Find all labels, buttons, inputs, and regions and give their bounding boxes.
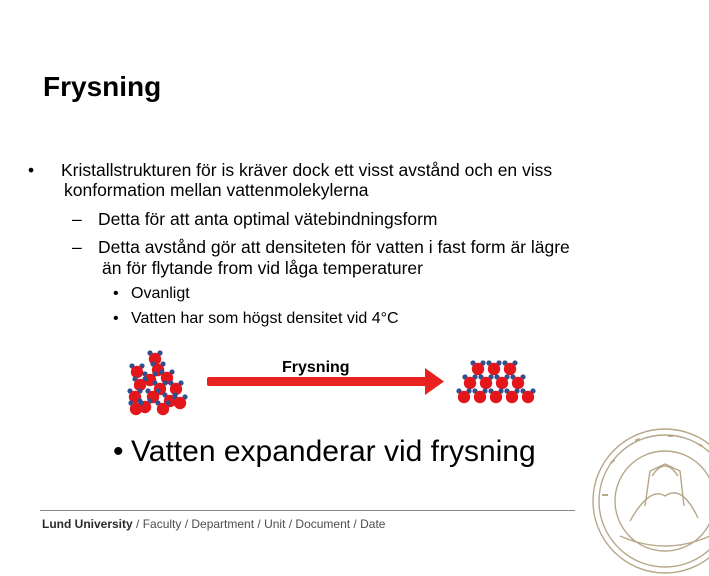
oxygen-atom	[480, 377, 492, 389]
water-molecule	[172, 394, 187, 409]
bullet-text-line1: Kristallstrukturen för is kräver dock ett visst avstånd och en viss	[61, 160, 553, 180]
water-molecule	[155, 400, 170, 415]
oxygen-atom	[488, 363, 500, 375]
freezing-illustration	[0, 345, 709, 425]
oxygen-atom	[464, 377, 476, 389]
university-seal-logo	[590, 426, 709, 576]
subbullet-text: Detta för att anta optimal vätebindningsform	[98, 209, 438, 229]
dash-mark: –	[72, 237, 82, 257]
oxygen-atom	[490, 391, 502, 403]
arrow-label: Frysning	[282, 359, 350, 376]
bullet-mark: •	[113, 285, 119, 302]
arrow-head	[425, 368, 444, 395]
ice-water-molecule	[494, 374, 509, 389]
ice-water-molecule	[504, 388, 519, 403]
bullet-mark: •	[113, 435, 124, 468]
oxygen-atom	[131, 366, 143, 378]
bottom-bullet-text: Vatten expanderar vid frysning	[131, 435, 536, 468]
oxygen-atom	[522, 391, 534, 403]
subbullet-text-line1: Detta avstånd gör att densiteten för vatten i fast form är lägre	[98, 237, 570, 257]
dash-mark: –	[72, 209, 82, 229]
footer-divider	[40, 510, 575, 511]
oxygen-atom	[474, 391, 486, 403]
ice-water-molecule	[456, 388, 471, 403]
oxygen-atom	[174, 397, 186, 409]
bullet-mark: •	[28, 160, 35, 180]
bullet-mark: •	[113, 310, 119, 327]
ice-lattice-molecules	[456, 360, 535, 403]
ice-water-molecule	[470, 360, 485, 375]
ice-water-molecule	[520, 388, 535, 403]
arrow-shaft	[207, 377, 431, 386]
ice-water-molecule	[488, 388, 503, 403]
ice-water-molecule	[486, 360, 501, 375]
oxygen-atom	[512, 377, 524, 389]
subbullet-text-line2: än för flytande from vid låga temperaturer	[102, 258, 423, 278]
ice-water-molecule	[462, 374, 477, 389]
bottom-bullet	[113, 434, 536, 470]
oxygen-atom	[506, 391, 518, 403]
liquid-water-molecules	[127, 350, 187, 415]
subsubbullet-text: Ovanligt	[131, 285, 190, 302]
oxygen-atom	[496, 377, 508, 389]
footer-path: / Faculty / Department / Unit / Document / Date	[132, 517, 386, 531]
oxygen-atom	[458, 391, 470, 403]
bullet-text-line2: konformation mellan vattenmolekylerna	[64, 180, 369, 200]
oxygen-atom	[130, 403, 142, 415]
ice-water-molecule	[502, 360, 517, 375]
ice-water-molecule	[478, 374, 493, 389]
oxygen-atom	[157, 403, 169, 415]
footer	[42, 517, 385, 531]
subsubbullet-text: Vatten har som högst densitet vid 4°C	[131, 310, 399, 327]
footer-org: Lund University	[42, 517, 133, 531]
water-molecule	[129, 363, 144, 378]
oxygen-atom	[472, 363, 484, 375]
ice-water-molecule	[472, 388, 487, 403]
ice-water-molecule	[510, 374, 525, 389]
slide-title: Frysning	[43, 71, 162, 102]
freezing-diagram	[0, 345, 709, 425]
oxygen-atom	[504, 363, 516, 375]
